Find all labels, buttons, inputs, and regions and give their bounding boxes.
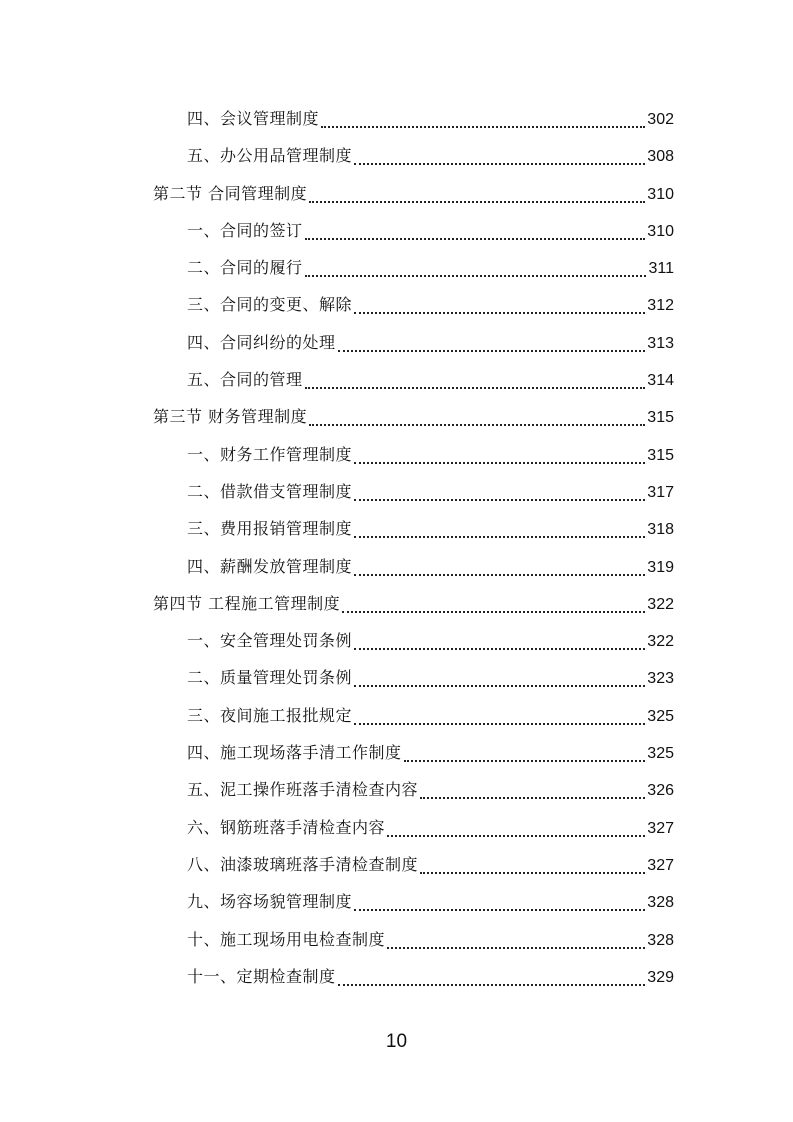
toc-entry-title: 三、夜间施工报批规定 (187, 705, 353, 725)
toc-entry[interactable] (0, 250, 793, 287)
toc-section-entry[interactable] (0, 399, 793, 436)
toc-entry[interactable] (0, 437, 793, 474)
toc-entry-title: 一、合同的签订 (187, 220, 303, 240)
toc-entry-title: 五、泥工操作班落手清检查内容 (187, 780, 419, 800)
toc-entry[interactable] (0, 325, 793, 362)
toc-entry-title: 一、安全管理处罚条例 (187, 631, 353, 651)
toc-entry[interactable] (0, 959, 793, 996)
toc-dot-leader (354, 153, 645, 167)
toc-entry-page: 329 (647, 968, 674, 986)
toc-entry[interactable] (0, 549, 793, 586)
toc-dot-leader (321, 116, 645, 130)
toc-section-page: 322 (647, 595, 674, 613)
toc-entry-page: 323 (647, 670, 674, 688)
toc-entry[interactable] (0, 810, 793, 847)
toc-entry-page: 311 (648, 260, 674, 278)
toc-entry-page: 314 (647, 372, 674, 390)
table-of-contents (0, 101, 793, 996)
toc-dot-leader (354, 489, 645, 503)
toc-entry[interactable] (0, 772, 793, 809)
toc-entry[interactable] (0, 847, 793, 884)
toc-dot-leader (404, 750, 646, 764)
toc-entry[interactable] (0, 511, 793, 548)
toc-entry-title: 四、薪酬发放管理制度 (187, 556, 353, 576)
toc-entry-page: 310 (647, 222, 674, 240)
toc-entry-page: 328 (647, 931, 674, 949)
toc-entry-page: 327 (647, 819, 674, 837)
toc-dot-leader (354, 713, 645, 727)
toc-dot-leader (387, 825, 645, 839)
toc-entry-page: 308 (647, 148, 674, 166)
toc-dot-leader (387, 937, 645, 951)
toc-entry-title: 三、合同的变更、解除 (187, 295, 353, 315)
toc-dot-leader (420, 787, 645, 801)
toc-entry-page: 317 (647, 483, 674, 501)
toc-dot-leader (354, 899, 645, 913)
toc-dot-leader (338, 340, 646, 354)
toc-entry-page: 325 (647, 707, 674, 725)
toc-entry-title: 四、合同纠纷的处理 (187, 332, 336, 352)
toc-entry-title: 六、钢筋班落手清检查内容 (187, 817, 386, 837)
toc-entry-title: 四、施工现场落手清工作制度 (187, 743, 402, 763)
toc-dot-leader (309, 191, 645, 205)
toc-entry[interactable] (0, 213, 793, 250)
toc-section-page: 315 (647, 409, 674, 427)
toc-entry[interactable] (0, 922, 793, 959)
toc-dot-leader (354, 638, 645, 652)
toc-dot-leader (305, 265, 647, 279)
toc-entry-title: 二、借款借支管理制度 (187, 481, 353, 501)
toc-entry-page: 325 (647, 745, 674, 763)
toc-entry-page: 326 (647, 782, 674, 800)
toc-entry-title: 二、质量管理处罚条例 (187, 668, 353, 688)
toc-entry-title: 四、会议管理制度 (187, 109, 320, 128)
toc-entry[interactable] (0, 735, 793, 772)
toc-entry-title: 九、场容场貌管理制度 (187, 892, 353, 912)
toc-dot-leader (420, 862, 645, 876)
toc-entry[interactable] (0, 623, 793, 660)
toc-entry-page: 313 (647, 334, 674, 352)
toc-section-entry[interactable] (0, 586, 793, 623)
toc-entry-page: 315 (647, 446, 674, 464)
toc-entry[interactable] (0, 698, 793, 735)
toc-entry-page: 322 (647, 633, 674, 651)
toc-entry-title: 五、合同的管理 (187, 370, 303, 390)
toc-section-title: 第二节 合同管理制度 (153, 183, 308, 203)
toc-entry[interactable] (0, 660, 793, 697)
toc-entry-page: 318 (647, 521, 674, 539)
toc-entry-page: 312 (647, 297, 674, 315)
toc-entry-page: 302 (647, 111, 674, 128)
toc-entry[interactable] (0, 474, 793, 511)
toc-entry[interactable] (0, 362, 793, 399)
toc-entry[interactable] (0, 101, 793, 138)
toc-dot-leader (342, 601, 645, 615)
toc-dot-leader (305, 377, 646, 391)
toc-dot-leader (354, 564, 645, 578)
toc-dot-leader (305, 228, 646, 242)
toc-entry-page: 328 (647, 894, 674, 912)
toc-entry-title: 八、油漆玻璃班落手清检查制度 (187, 854, 419, 874)
toc-entry-title: 三、费用报销管理制度 (187, 519, 353, 539)
toc-entry[interactable] (0, 287, 793, 324)
toc-section-title: 第四节 工程施工管理制度 (153, 593, 341, 613)
toc-entry-page: 327 (647, 856, 674, 874)
toc-entry[interactable] (0, 884, 793, 921)
toc-entry-title: 二、合同的履行 (187, 258, 303, 278)
toc-entry-title: 十一、定期检查制度 (187, 966, 336, 986)
toc-section-title: 第三节 财务管理制度 (153, 407, 308, 427)
page-number: 10 (385, 1031, 408, 1052)
toc-entry[interactable] (0, 138, 793, 175)
toc-entry-title: 一、财务工作管理制度 (187, 444, 353, 464)
toc-dot-leader (354, 675, 645, 689)
toc-dot-leader (354, 452, 645, 466)
toc-entry-title: 五、办公用品管理制度 (187, 146, 353, 166)
toc-dot-leader (338, 974, 646, 988)
toc-section-page: 310 (647, 185, 674, 203)
toc-dot-leader (354, 526, 645, 540)
toc-entry-title: 十、施工现场用电检查制度 (187, 929, 386, 949)
toc-section-entry[interactable] (0, 176, 793, 213)
toc-entry-page: 319 (647, 558, 674, 576)
toc-dot-leader (309, 414, 645, 428)
toc-dot-leader (354, 302, 645, 316)
